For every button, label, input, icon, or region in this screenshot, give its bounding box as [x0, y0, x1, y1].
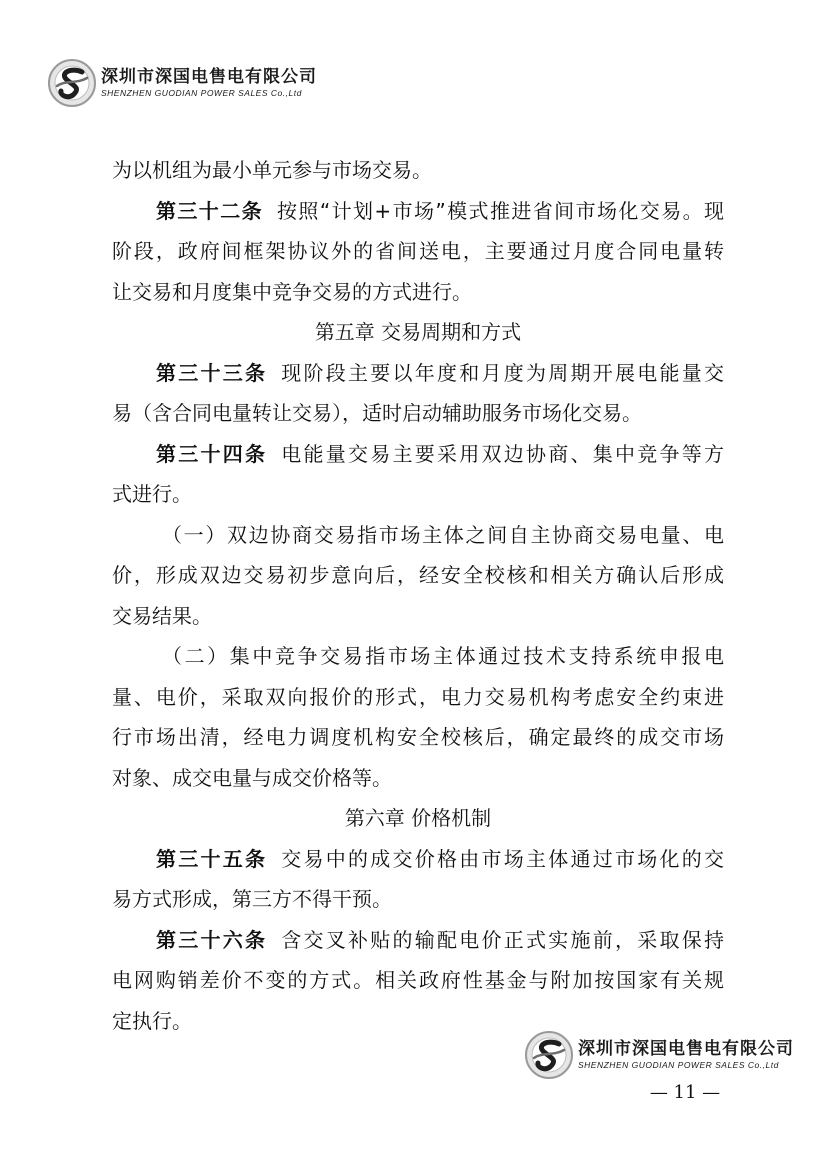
company-name-cn: 深圳市深国电售电有限公司 [101, 67, 317, 87]
body-line: 阶段，政府间框架协议外的省间送电，主要通过月度合同电量转 [112, 239, 724, 263]
clause-1: （一）双边协商交易指市场主体之间自主协商交易电量、电 [162, 522, 724, 547]
article-text: 含交叉补贴的输配电价正式实施前，采取保持 [281, 927, 724, 952]
article-label: 第三十五条 [156, 846, 268, 871]
body-line: 定执行。 [112, 1008, 192, 1033]
article-label: 第三十三条 [156, 360, 268, 385]
article-text: 电能量交易主要采用双边协商、集中竞争等方 [281, 441, 724, 466]
clause-2: （二）集中竞争交易指市场主体通过技术支持系统申报电 [162, 644, 724, 668]
article-35 [112, 839, 724, 880]
article-text: 按照“计划+市场”模式推进省间市场化交易。现 [277, 198, 725, 223]
body-line: 交易结果。 [112, 603, 212, 628]
body-line: 电网购销差价不变的方式。相关政府性基金与附加按国家有关规 [112, 968, 724, 992]
document-body [112, 150, 724, 1041]
article-36 [112, 920, 724, 961]
chapter-heading-5: 第五章 交易周期和方式 [314, 320, 522, 344]
article-label: 第三十二条 [156, 198, 264, 223]
header-logo [47, 58, 317, 108]
body-line: 为以机组为最小单元参与市场交易。 [112, 158, 432, 182]
article-34 [112, 434, 724, 475]
company-name-cn: 深圳市深国电售电有限公司 [578, 1039, 794, 1059]
body-line: 易（含合同电量转让交易），适时启动辅助服务市场化交易。 [112, 401, 642, 425]
body-line: 式进行。 [112, 482, 192, 506]
article-text: 交易中的成交价格由市场主体通过市场化的交 [281, 846, 724, 871]
body-line: 价，形成双边交易初步意向后，经安全校核和相关方确认后形成 [112, 563, 724, 587]
article-label: 第三十四条 [156, 441, 268, 466]
footer-logo [524, 1030, 794, 1080]
article-label: 第三十六条 [156, 927, 268, 952]
body-line: 量、电价，采取双向报价的形式，电力交易机构考虑安全约束进 [112, 684, 724, 709]
body-line: 行市场出清，经电力调度机构安全校核后，确定最终的成交市场 [112, 725, 724, 749]
article-text: 现阶段主要以年度和月度为周期开展电能量交 [281, 360, 724, 385]
company-logo-icon [524, 1030, 574, 1080]
company-name-en: SHENZHEN GUODIAN POWER SALES Co.,Ltd [101, 88, 302, 98]
company-name-en: SHENZHEN GUODIAN POWER SALES Co.,Ltd [578, 1060, 779, 1070]
company-logo-icon [47, 58, 97, 108]
article-32 [112, 191, 724, 232]
chapter-heading-6: 第六章 价格机制 [344, 806, 492, 830]
page-number: — 11 — [649, 1082, 721, 1103]
body-line: 对象、成交电量与成交价格等。 [112, 765, 392, 790]
body-line: 易方式形成，第三方不得干预。 [112, 887, 392, 911]
article-33 [112, 353, 724, 394]
body-line: 让交易和月度集中竞争交易的方式进行。 [112, 279, 472, 304]
